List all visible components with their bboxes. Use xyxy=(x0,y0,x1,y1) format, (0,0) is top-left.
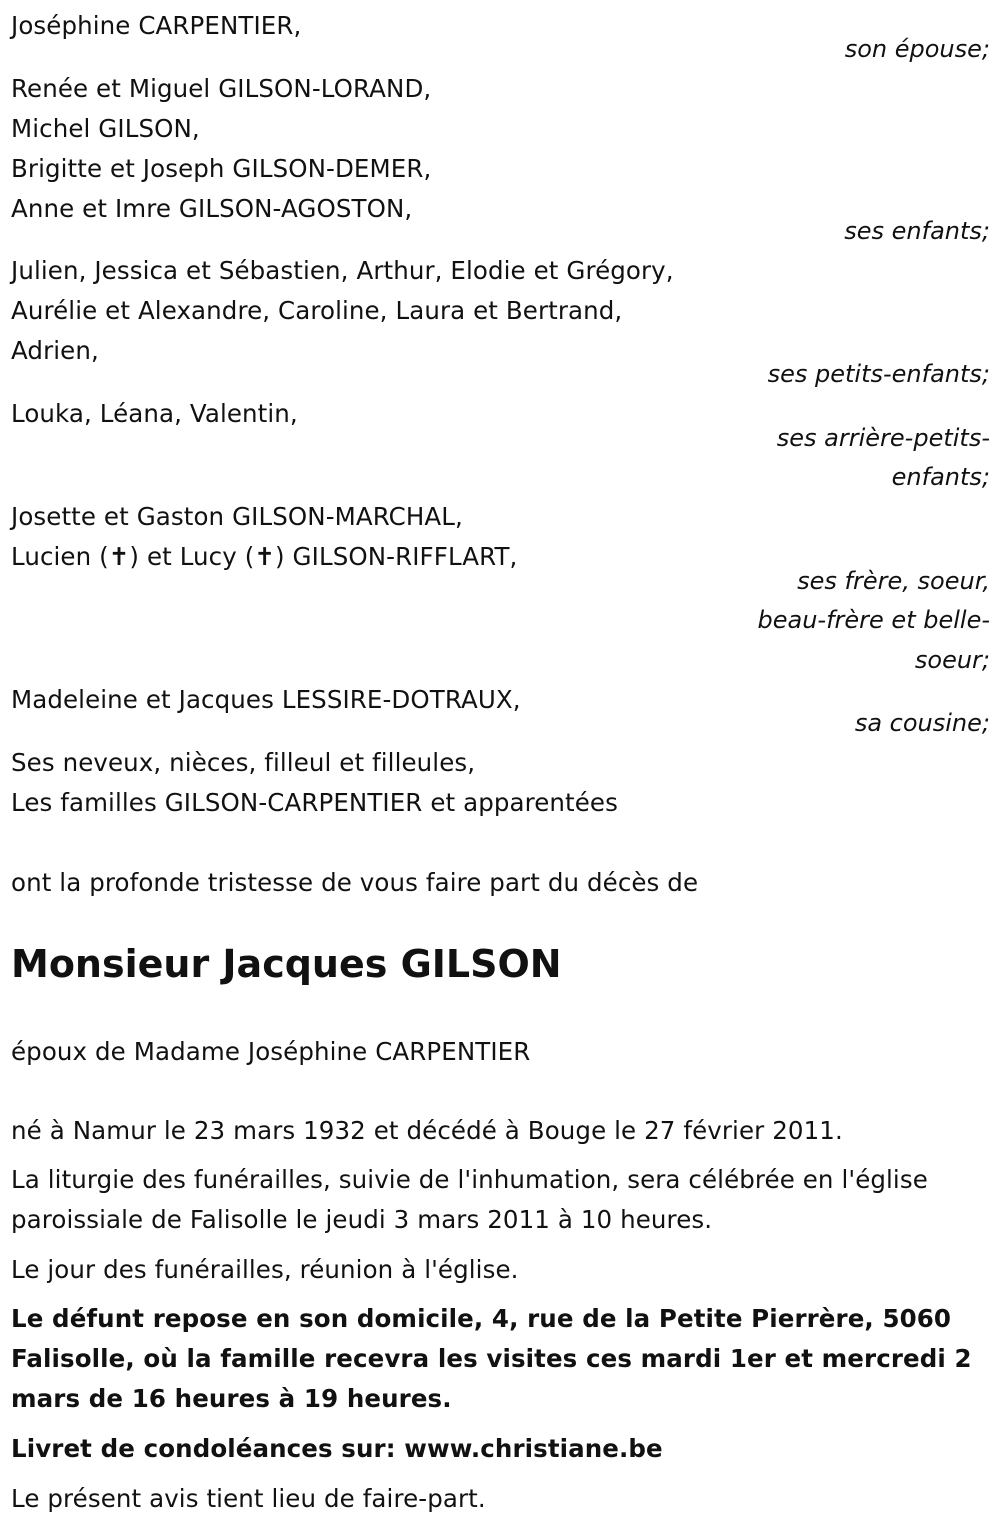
liturgy-line: paroissiale de Falisolle le jeudi 3 mars 2011 à 10 heures. xyxy=(11,1205,713,1234)
children-role: ses enfants; xyxy=(844,217,990,245)
siblings-role-line: beau-frère et belle- xyxy=(757,606,990,634)
great-grandchild-line: Louka, Léana, Valentin, xyxy=(11,399,298,428)
liturgy-line: La liturgie des funérailles, suivie de l'inhumation, sera célébrée en l'église xyxy=(11,1165,928,1194)
great-grandchildren-role-line: ses arrière-petits- xyxy=(776,424,990,452)
sibling-line: Lucien (✝) et Lucy (✝) GILSON-RIFFLART, xyxy=(11,542,518,571)
condolences-text: Livret de condoléances sur: www.christiane.be xyxy=(11,1434,663,1463)
visitation-line: mars de 16 heures à 19 heures. xyxy=(11,1384,452,1413)
child-line: Michel GILSON, xyxy=(11,114,200,143)
siblings-role-line: soeur; xyxy=(914,646,990,674)
deceased-spouse-of: époux de Madame Joséphine CARPENTIER xyxy=(11,1037,531,1066)
meeting-text: Le jour des funérailles, réunion à l'église. xyxy=(11,1255,519,1284)
notice-text: Le présent avis tient lieu de faire-part. xyxy=(11,1484,486,1513)
grandchild-line: Aurélie et Alexandre, Caroline, Laura et Bertrand, xyxy=(11,296,623,325)
visitation-line: Falisolle, où la famille recevra les visites ces mardi 1er et mercredi 2 xyxy=(11,1344,972,1373)
grandchild-line: Julien, Jessica et Sébastien, Arthur, Elodie et Grégory, xyxy=(11,256,674,285)
child-line: Anne et Imre GILSON-AGOSTON, xyxy=(11,194,413,223)
spouse-name: Joséphine CARPENTIER, xyxy=(11,11,302,40)
child-line: Brigitte et Joseph GILSON-DEMER, xyxy=(11,154,432,183)
sibling-line: Josette et Gaston GILSON-MARCHAL, xyxy=(11,502,463,531)
other-relatives-line: Ses neveux, nièces, filleul et filleules, xyxy=(11,748,476,777)
announcement-text: ont la profonde tristesse de vous faire part du décès de xyxy=(11,868,699,897)
birth-death-text: né à Namur le 23 mars 1932 et décédé à Bouge le 27 février 2011. xyxy=(11,1116,843,1145)
grandchild-line: Adrien, xyxy=(11,336,99,365)
deceased-name: Monsieur Jacques GILSON xyxy=(11,942,562,986)
cousin-line: Madeleine et Jacques LESSIRE-DOTRAUX, xyxy=(11,685,521,714)
great-grandchildren-role-line: enfants; xyxy=(891,463,990,491)
child-line: Renée et Miguel GILSON-LORAND, xyxy=(11,74,432,103)
siblings-role-line: ses frère, soeur, xyxy=(797,567,990,595)
spouse-role: son épouse; xyxy=(844,35,990,63)
grandchildren-role: ses petits-enfants; xyxy=(767,360,990,388)
cousin-role: sa cousine; xyxy=(854,709,990,737)
other-relatives-line: Les familles GILSON-CARPENTIER et apparentées xyxy=(11,788,618,817)
visitation-line: Le défunt repose en son domicile, 4, rue de la Petite Pierrère, 5060 xyxy=(11,1304,952,1333)
